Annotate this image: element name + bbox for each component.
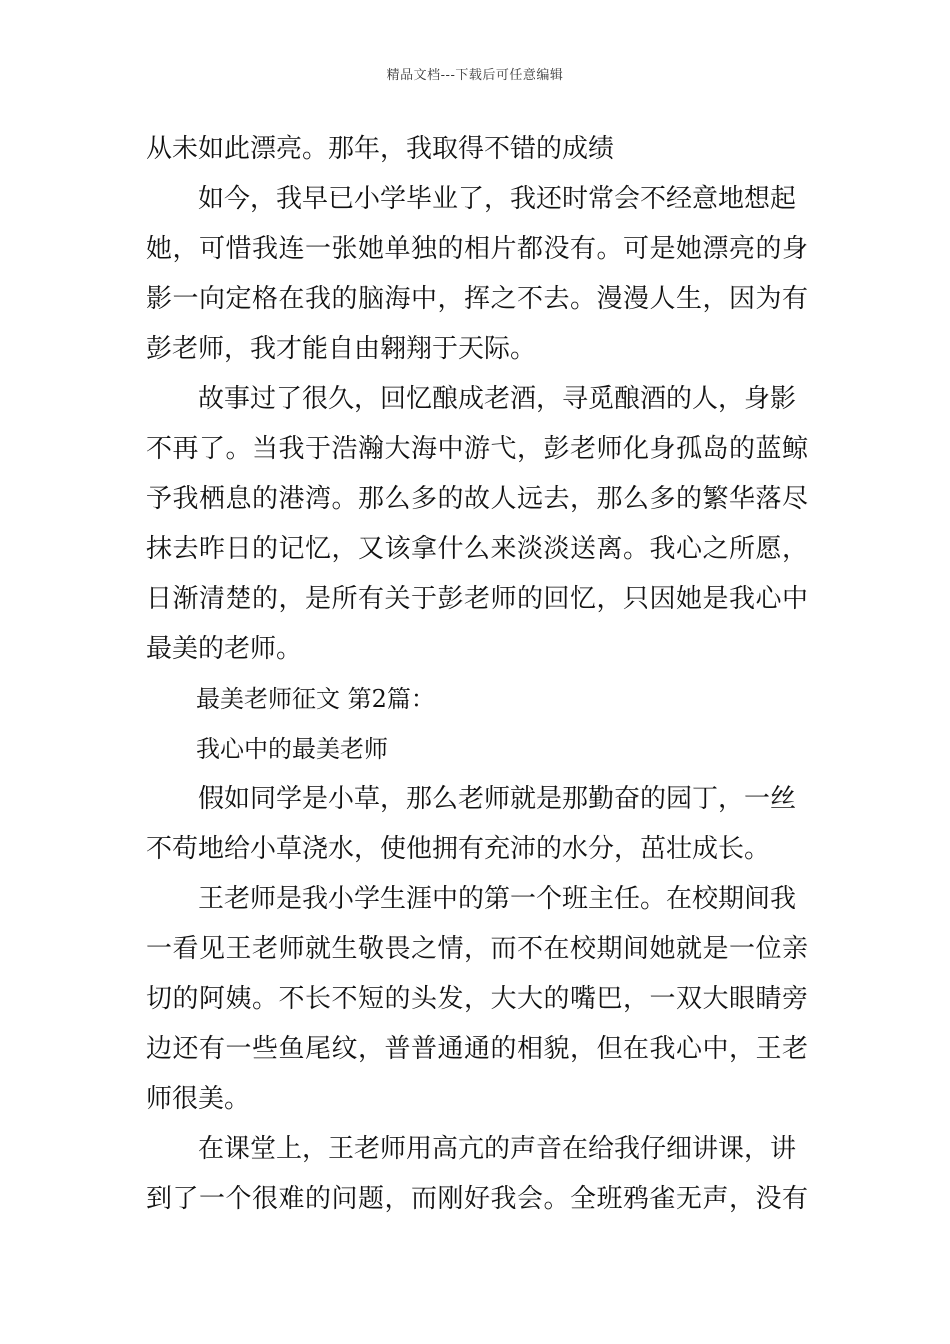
text-line: 边还有一些鱼尾纹，普普通通的相貌，但在我心中，王老: [146, 1034, 808, 1064]
text-line: 师很美。: [146, 1084, 251, 1114]
text-line: 日渐清楚的，是所有关于彭老师的回忆，只因她是我心中: [146, 584, 808, 614]
text-line: 影一向定格在我的脑海中，挥之不去。漫漫人生，因为有: [146, 284, 808, 314]
text-line: 假如同学是小草，那么老师就是那勤奋的园丁，一丝: [198, 784, 797, 814]
text-line: 不再了。当我于浩瀚大海中游弋，彭老师化身孤岛的蓝鲸: [146, 434, 808, 464]
text-line: 予我栖息的港湾。那么多的故人远去，那么多的繁华落尽: [146, 484, 808, 514]
document-body: [146, 124, 808, 1224]
page-header: 精品文档---下载后可任意编辑: [386, 68, 564, 83]
article-title: 我心中的最美老师: [196, 735, 388, 763]
text-line: 不苟地给小草浇水，使他拥有充沛的水分，茁壮成长。: [146, 834, 771, 864]
section-heading: 最美老师征文 第2篇：: [196, 685, 435, 713]
text-line: 从未如此漂亮。那年，我取得不错的成绩: [146, 134, 615, 164]
text-line: 到了一个很难的问题，而刚好我会。全班鸦雀无声，没有: [146, 1184, 808, 1214]
text-line: 最美的老师。: [146, 634, 303, 664]
text-line: 在课堂上，王老师用高亢的声音在给我仔细讲课，讲: [198, 1134, 797, 1164]
text-line: 她，可惜我连一张她单独的相片都没有。可是她漂亮的身: [146, 234, 808, 264]
text-line: 切的阿姨。不长不短的头发，大大的嘴巴，一双大眼睛旁: [146, 984, 808, 1014]
text-line: 王老师是我小学生涯中的第一个班主任。在校期间我: [198, 884, 797, 914]
text-line: 彭老师，我才能自由翱翔于天际。: [146, 334, 537, 364]
text-line: 如今，我早已小学毕业了，我还时常会不经意地想起: [198, 184, 797, 214]
text-line: 抹去昨日的记忆，又该拿什么来淡淡送离。我心之所愿，: [146, 534, 808, 564]
text-line: 一看见王老师就生敬畏之情，而不在校期间她就是一位亲: [146, 934, 808, 964]
text-line: 故事过了很久，回忆酿成老酒，寻觅酿酒的人，身影: [198, 384, 797, 414]
